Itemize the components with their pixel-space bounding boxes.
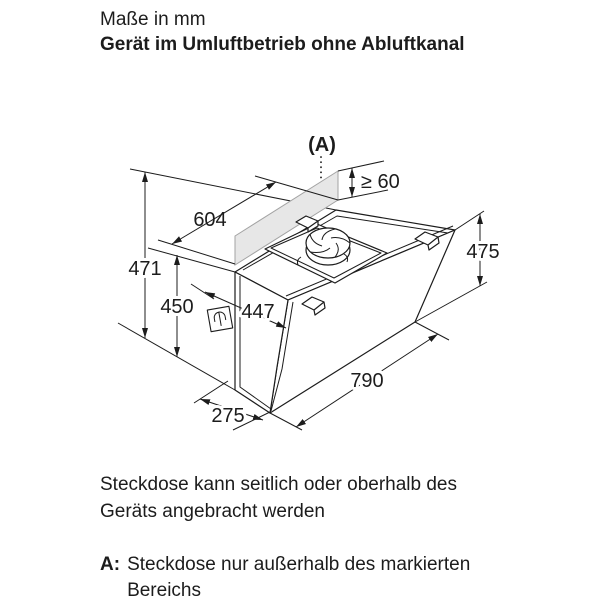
legend-key: A: [100, 554, 121, 575]
socket-outlet-icon [207, 306, 232, 331]
legend-text: Steckdose nur außerhalb des markierten Bereichs [127, 554, 471, 601]
dim-275-label: 275 [211, 405, 245, 427]
dim-604-label: 604 [193, 209, 227, 231]
marker-a-label: (A) [308, 134, 336, 156]
dim-471-label: 471 [128, 258, 162, 280]
dim-450-label: 450 [160, 296, 194, 318]
dim-447-label: 447 [241, 301, 275, 323]
socket-note: Steckdose kann seitlich oder oberhalb des Geräts angebracht werden [100, 474, 458, 522]
marker-a [308, 134, 336, 181]
legend-a [100, 552, 479, 604]
units-note: Maße in mm [100, 9, 206, 30]
dim-clearance-60 [338, 161, 400, 200]
dim-clearance-60-label: ≥ 60 [361, 171, 400, 193]
blower-ring-top [306, 228, 350, 258]
page-title: Gerät im Umluftbetrieb ohne Abluftkanal [100, 34, 465, 55]
dim-790-label: 790 [350, 370, 384, 392]
dim-475-label: 475 [466, 241, 500, 263]
